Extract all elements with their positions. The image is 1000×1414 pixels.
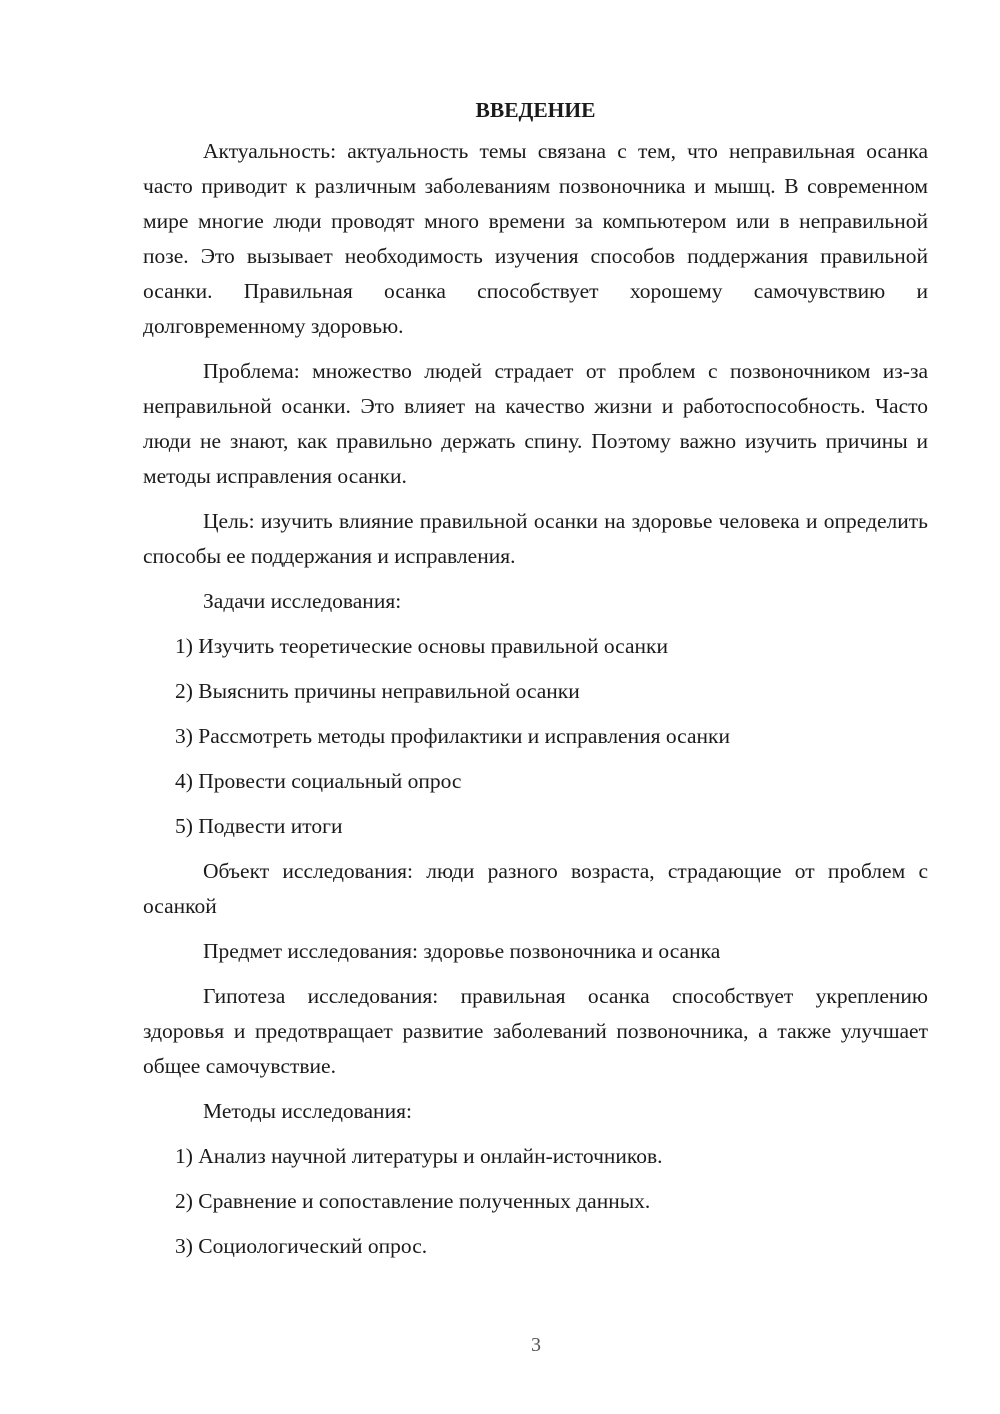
object-paragraph: Объект исследования: люди разного возраста, страдающие от проблем с осанкой [143, 859, 928, 918]
methods-heading: Методы исследования: [203, 1099, 412, 1123]
method-item: 2) Сравнение и сопоставление полученных данных. [175, 1189, 651, 1213]
task-item: 3) Рассмотреть методы профилактики и исправления осанки [175, 724, 730, 748]
task-item: 4) Провести социальный опрос [175, 769, 462, 793]
task-item: 2) Выяснить причины неправильной осанки [175, 679, 580, 703]
subject-paragraph: Предмет исследования: здоровье позвоночника и осанка [203, 939, 721, 963]
task-item: 5) Подвести итоги [175, 814, 343, 838]
goal-paragraph: Цель: изучить влияние правильной осанки на здоровье человека и определить способы ее поддержания и исправления. [143, 509, 928, 568]
document-title: ВВЕДЕНИЕ [475, 98, 596, 122]
task-item: 1) Изучить теоретические основы правильной осанки [175, 634, 668, 658]
method-item: 1) Анализ научной литературы и онлайн-источников. [175, 1144, 663, 1168]
tasks-heading: Задачи исследования: [203, 589, 402, 613]
page-number: 3 [531, 1334, 541, 1356]
methods-list [143, 1139, 928, 1264]
document-page [143, 92, 928, 1274]
tasks-list [143, 629, 928, 844]
relevance-paragraph: Актуальность: актуальность темы связана с тем, что неправильная осанка часто приводит к различным заболеваниям позвоночника и мышц. В современном мире многие люди проводят много времени за компьютером или в неправильной позе. Это вызывает необходимость изучения способов поддержания правильной осанки. Правильная осанка способствует хорошему самочувствию и долговременному здоровью. [143, 139, 928, 338]
hypothesis-paragraph: Гипотеза исследования: правильная осанка способствует укреплению здоровья и предотвращает развитие заболеваний позвоночника, а также улучшает общее самочувствие. [143, 984, 928, 1078]
problem-paragraph: Проблема: множество людей страдает от проблем с позвоночником из-за неправильной осанки. Это влияет на качество жизни и работоспособность. Часто люди не знают, как правильно держать спину. Поэтому важно изучить причины и методы исправления осанки. [143, 359, 928, 488]
method-item: 3) Социологический опрос. [175, 1234, 428, 1258]
